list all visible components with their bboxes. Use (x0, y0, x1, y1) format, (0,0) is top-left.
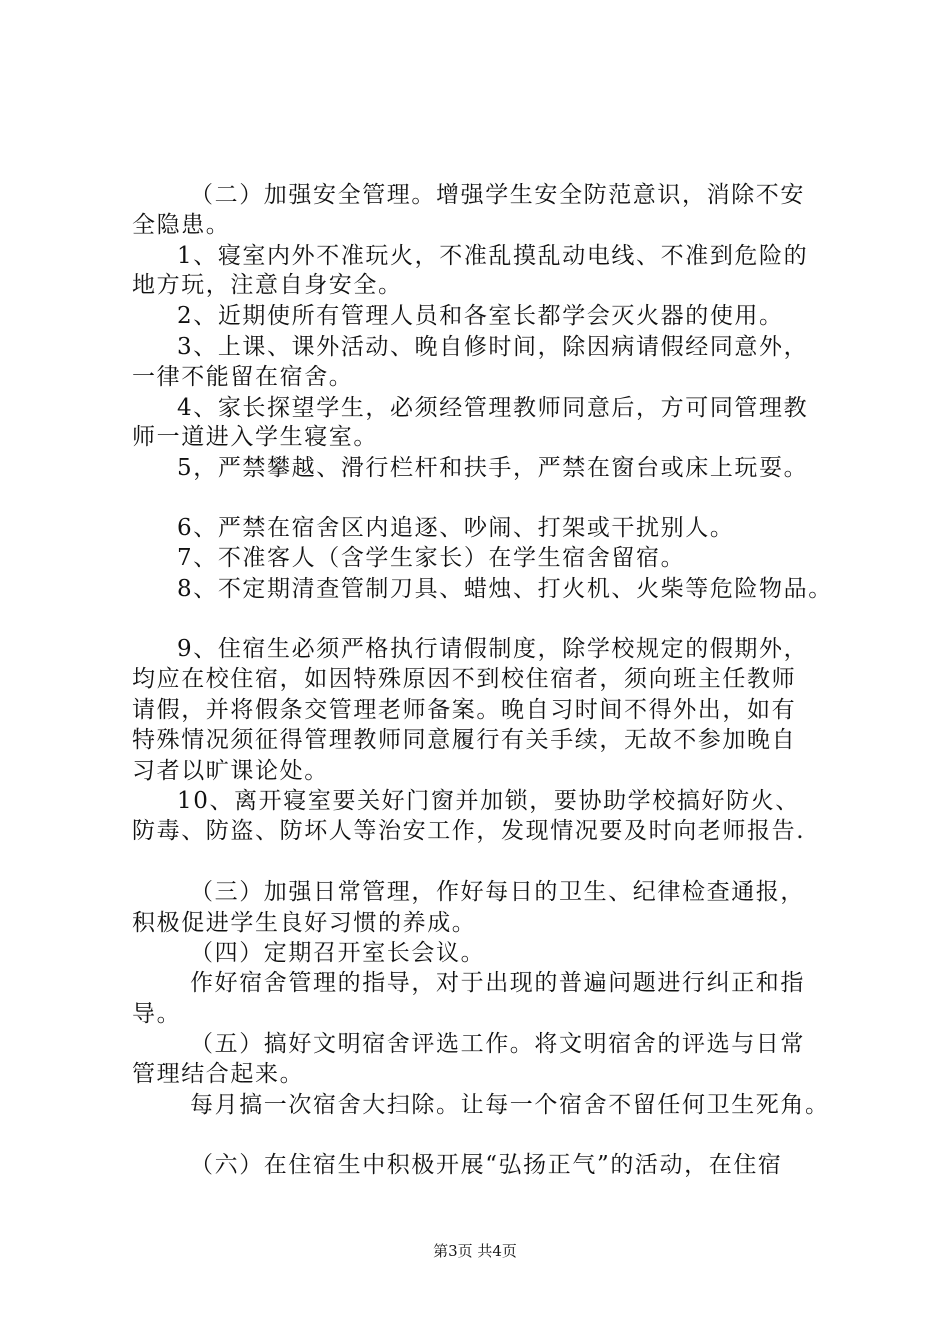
text-line: 地方玩，注意自身安全。 (132, 272, 403, 298)
text-line: 防毒、防盗、防坏人等治安工作，发现情况要及时向老师报告. (132, 818, 806, 844)
text-line: 一律不能留在宿舍。 (132, 364, 354, 390)
text-line: （二）加强安全管理。增强学生安全防范意识，消除不安 (190, 182, 805, 208)
text-line: 作好宿舍管理的指导，对于出现的普遍问题进行纠正和指 (190, 970, 805, 996)
text-line: 5，严禁攀越、滑行栏杆和扶手，严禁在窗台或床上玩耍。 (177, 455, 809, 481)
text-line: 2、近期使所有管理人员和各室长都学会灭火器的使用。 (177, 303, 784, 329)
text-line: 4、家长探望学生，必须经管理教师同意后，方可同管理教 (177, 395, 809, 421)
text-line: 管理结合起来。 (132, 1061, 305, 1087)
text-line: 习者以旷课论处。 (132, 758, 329, 784)
text-line: 特殊情况须征得管理教师同意履行有关手续，无故不参加晚自 (132, 727, 797, 753)
text-line: 9、住宿生必须严格执行请假制度，除学校规定的假期外， (177, 636, 809, 662)
text-line: 6、严禁在宿舍区内追逐、吵闹、打架或干扰别人。 (177, 515, 735, 541)
text-line: 每月搞一次宿舍大扫除。让每一个宿舍不留任何卫生死角。 (190, 1092, 830, 1118)
text-line: （四）定期召开室长会议。 (190, 940, 486, 966)
page-footer: 第3页 共4页 (433, 1242, 517, 1260)
text-line: 请假，并将假条交管理老师备案。晚自习时间不得外出，如有 (132, 697, 797, 723)
text-line: （六）在住宿生中积极开展“弘扬正气”的活动，在住宿 (190, 1152, 783, 1178)
text-line: 10、离开寝室要关好门窗并加锁，要协助学校搞好防火、 (177, 788, 800, 814)
text-line: （三）加强日常管理，作好每日的卫生、纪律检查通报， (190, 879, 805, 905)
text-line: （五）搞好文明宿舍评选工作。将文明宿舍的评选与日常 (190, 1031, 805, 1057)
text-line: 3、上课、课外活动、晚自修时间，除因病请假经同意外， (177, 334, 809, 360)
text-line: 8、不定期清查管制刀具、蜡烛、打火机、火柴等危险物品。 (177, 576, 833, 602)
text-line: 师一道进入学生寝室。 (132, 424, 378, 450)
text-line: 积极促进学生良好习惯的养成。 (132, 910, 477, 936)
text-line: 导。 (132, 1001, 182, 1027)
text-line: 1、寝室内外不准玩火，不准乱摸乱动电线、不准到危险的 (177, 243, 809, 269)
text-line: 全隐患。 (132, 212, 231, 238)
text-line: 7、不准客人（含学生家长）在学生宿舍留宿。 (177, 545, 686, 571)
text-line: 均应在校住宿，如因特殊原因不到校住宿者，须向班主任教师 (132, 666, 797, 692)
